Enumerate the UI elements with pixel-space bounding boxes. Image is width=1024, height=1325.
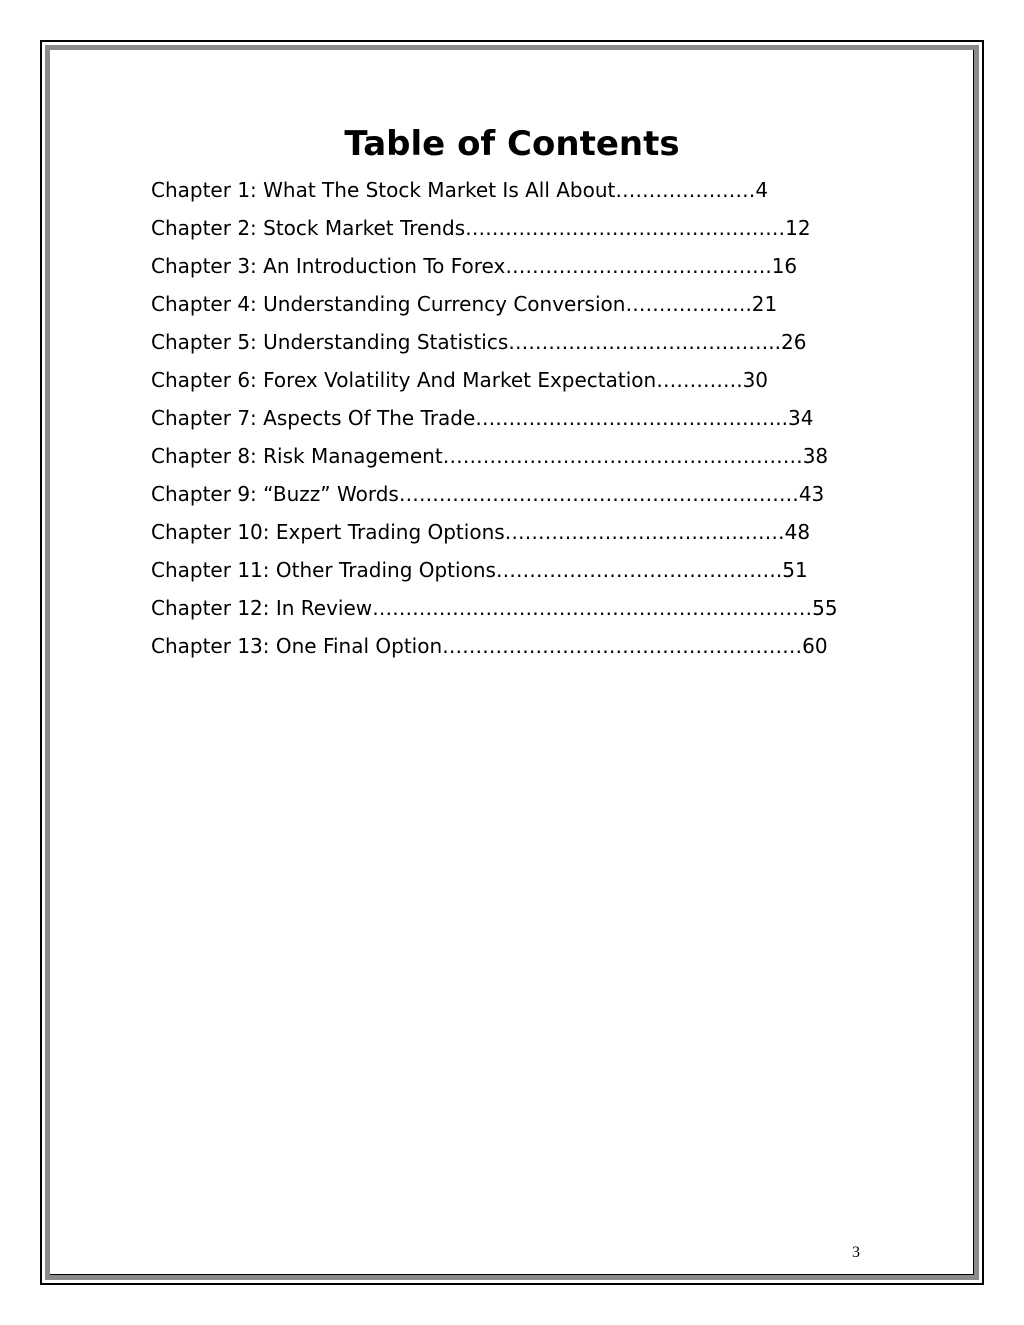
toc-entry-chapter-3: Chapter 3: An Introduction To Forex………………………………….16: [151, 254, 798, 278]
toc-entry-chapter-10: Chapter 10: Expert Trading Options……………………………………48: [151, 520, 811, 544]
toc-entry-chapter-7: Chapter 7: Aspects Of The Trade………………………………………..34: [151, 406, 814, 430]
toc-title: Table of Contents: [344, 124, 680, 164]
toc-entry-chapter-13: Chapter 13: One Final Option………………………………………………60: [151, 634, 828, 658]
toc-entry-chapter-12: Chapter 12: In Review…………………………………………………………55: [151, 596, 838, 620]
toc-entry-chapter-2: Chapter 2: Stock Market Trends…………………………………………12: [151, 216, 811, 240]
toc-entry-chapter-9: Chapter 9: “Buzz” Words……………………………………………………43: [151, 482, 825, 506]
toc-entry-chapter-1: Chapter 1: What The Stock Market Is All About…………………4: [151, 178, 769, 202]
toc-list: [151, 171, 891, 665]
toc-entry-chapter-6: Chapter 6: Forex Volatility And Market Expectation………….30: [151, 368, 769, 392]
page-number: 3: [852, 1244, 860, 1261]
toc-entry-chapter-11: Chapter 11: Other Trading Options…………………………………….51: [151, 558, 808, 582]
toc-entry-chapter-4: Chapter 4: Understanding Currency Conversion……………….21: [151, 292, 778, 316]
toc-entry-chapter-8: Chapter 8: Risk Management………………………………………………38: [151, 444, 829, 468]
toc-entry-chapter-5: Chapter 5: Understanding Statistics…………………………………..26: [151, 330, 807, 354]
